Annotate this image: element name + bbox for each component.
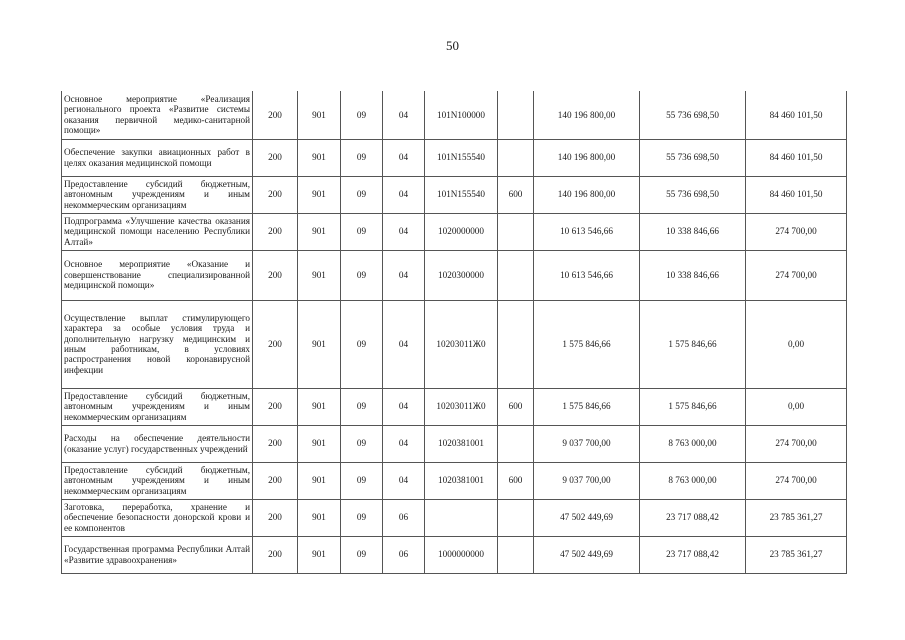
row-name-cell: Предоставление субсидий бюджетным, автономным учреждениям и иным некоммерческим организациям <box>62 176 253 213</box>
section-code-cell: 09 <box>341 91 383 139</box>
ministry-code-cell: 901 <box>298 300 341 388</box>
section-code-cell: 09 <box>341 250 383 300</box>
section-code-cell: 09 <box>341 462 383 499</box>
target-article-cell <box>425 499 498 536</box>
row-name-cell: Осуществление выплат стимулирующего характера за особые условия труда и дополнительную нагрузку медицинским и иным работникам, в условиях распространения новой коронавирусной инфекции <box>62 300 253 388</box>
row-name-cell: Основное мероприятие «Оказание и совершенствование специализированной медицинской помощи» <box>62 250 253 300</box>
amount-regional-cell: 84 460 101,50 <box>746 91 847 139</box>
amount-regional-cell: 274 700,00 <box>746 213 847 250</box>
expense-type-cell <box>498 425 534 462</box>
subsection-code-cell: 06 <box>383 536 425 573</box>
subsection-code-cell: 04 <box>383 250 425 300</box>
subsection-code-cell: 04 <box>383 176 425 213</box>
amount-federal-cell: 23 717 088,42 <box>640 499 746 536</box>
ministry-code-cell: 901 <box>298 213 341 250</box>
row-name-cell: Заготовка, переработка, хранение и обеспечение безопасности донорской крови и ее компонентов <box>62 499 253 536</box>
admin-code-cell: 200 <box>253 536 298 573</box>
expense-type-cell: 600 <box>498 176 534 213</box>
amount-federal-cell: 10 338 846,66 <box>640 250 746 300</box>
amount-federal-cell: 8 763 000,00 <box>640 425 746 462</box>
admin-code-cell: 200 <box>253 91 298 139</box>
section-code-cell: 09 <box>341 388 383 425</box>
amount-federal-cell: 55 736 698,50 <box>640 176 746 213</box>
section-code-cell: 09 <box>341 425 383 462</box>
table-body <box>62 91 847 573</box>
target-article-cell: 1000000000 <box>425 536 498 573</box>
row-name-cell: Подпрограмма «Улучшение качества оказания медицинской помощи населению Республики Алтай» <box>62 213 253 250</box>
amount-regional-cell: 23 785 361,27 <box>746 499 847 536</box>
amount-total-cell: 1 575 846,66 <box>534 300 640 388</box>
table-row <box>62 250 847 300</box>
expense-type-cell <box>498 250 534 300</box>
row-name-cell: Основное мероприятие «Реализация регионального проекта «Развитие системы оказания первичной медико-санитарной помощи» <box>62 91 253 139</box>
section-code-cell: 09 <box>341 300 383 388</box>
amount-regional-cell: 274 700,00 <box>746 250 847 300</box>
ministry-code-cell: 901 <box>298 425 341 462</box>
amount-total-cell: 9 037 700,00 <box>534 462 640 499</box>
subsection-code-cell: 04 <box>383 300 425 388</box>
admin-code-cell: 200 <box>253 300 298 388</box>
admin-code-cell: 200 <box>253 462 298 499</box>
table-row <box>62 300 847 388</box>
amount-total-cell: 140 196 800,00 <box>534 91 640 139</box>
amount-federal-cell: 1 575 846,66 <box>640 388 746 425</box>
table-row <box>62 425 847 462</box>
expense-type-cell: 600 <box>498 388 534 425</box>
row-name-cell: Предоставление субсидий бюджетным, автономным учреждениям и иным некоммерческим организациям <box>62 462 253 499</box>
amount-federal-cell: 55 736 698,50 <box>640 139 746 176</box>
table-row <box>62 176 847 213</box>
table-row <box>62 462 847 499</box>
target-article-cell: 1020381001 <box>425 425 498 462</box>
admin-code-cell: 200 <box>253 250 298 300</box>
table-row <box>62 388 847 425</box>
amount-regional-cell: 84 460 101,50 <box>746 139 847 176</box>
subsection-code-cell: 04 <box>383 462 425 499</box>
amount-regional-cell: 0,00 <box>746 388 847 425</box>
expense-type-cell <box>498 536 534 573</box>
amount-total-cell: 10 613 546,66 <box>534 213 640 250</box>
admin-code-cell: 200 <box>253 139 298 176</box>
page-number: 50 <box>446 38 459 53</box>
ministry-code-cell: 901 <box>298 462 341 499</box>
table-row <box>62 91 847 139</box>
target-article-cell: 10203011Ж0 <box>425 388 498 425</box>
ministry-code-cell: 901 <box>298 139 341 176</box>
expense-type-cell: 600 <box>498 462 534 499</box>
amount-total-cell: 1 575 846,66 <box>534 388 640 425</box>
expense-type-cell <box>498 139 534 176</box>
target-article-cell: 101N100000 <box>425 91 498 139</box>
section-code-cell: 09 <box>341 536 383 573</box>
expense-type-cell <box>498 300 534 388</box>
row-name-cell: Обеспечение закупки авиационных работ в целях оказания медицинской помощи <box>62 139 253 176</box>
table-row <box>62 499 847 536</box>
target-article-cell: 101N155540 <box>425 139 498 176</box>
section-code-cell: 09 <box>341 139 383 176</box>
table-row <box>62 536 847 573</box>
amount-regional-cell: 84 460 101,50 <box>746 176 847 213</box>
admin-code-cell: 200 <box>253 425 298 462</box>
amount-federal-cell: 10 338 846,66 <box>640 213 746 250</box>
amount-regional-cell: 274 700,00 <box>746 462 847 499</box>
section-code-cell: 09 <box>341 213 383 250</box>
target-article-cell: 1020000000 <box>425 213 498 250</box>
amount-federal-cell: 23 717 088,42 <box>640 536 746 573</box>
row-name-cell: Предоставление субсидий бюджетным, автономным учреждениям и иным некоммерческим организациям <box>62 388 253 425</box>
section-code-cell: 09 <box>341 176 383 213</box>
target-article-cell: 101N155540 <box>425 176 498 213</box>
amount-regional-cell: 23 785 361,27 <box>746 536 847 573</box>
table-row <box>62 139 847 176</box>
ministry-code-cell: 901 <box>298 499 341 536</box>
budget-table <box>61 91 847 574</box>
amount-federal-cell: 8 763 000,00 <box>640 462 746 499</box>
amount-total-cell: 140 196 800,00 <box>534 139 640 176</box>
target-article-cell: 1020300000 <box>425 250 498 300</box>
ministry-code-cell: 901 <box>298 250 341 300</box>
amount-federal-cell: 1 575 846,66 <box>640 300 746 388</box>
row-name-cell: Расходы на обеспечение деятельности (оказание услуг) государственных учреждений <box>62 425 253 462</box>
expense-type-cell <box>498 213 534 250</box>
admin-code-cell: 200 <box>253 213 298 250</box>
subsection-code-cell: 04 <box>383 91 425 139</box>
amount-total-cell: 9 037 700,00 <box>534 425 640 462</box>
amount-regional-cell: 274 700,00 <box>746 425 847 462</box>
amount-total-cell: 10 613 546,66 <box>534 250 640 300</box>
subsection-code-cell: 04 <box>383 388 425 425</box>
subsection-code-cell: 04 <box>383 139 425 176</box>
admin-code-cell: 200 <box>253 499 298 536</box>
target-article-cell: 10203011Ж0 <box>425 300 498 388</box>
table-row <box>62 213 847 250</box>
expense-type-cell <box>498 91 534 139</box>
amount-regional-cell: 0,00 <box>746 300 847 388</box>
target-article-cell: 1020381001 <box>425 462 498 499</box>
subsection-code-cell: 06 <box>383 499 425 536</box>
subsection-code-cell: 04 <box>383 213 425 250</box>
amount-total-cell: 47 502 449,69 <box>534 536 640 573</box>
ministry-code-cell: 901 <box>298 176 341 213</box>
admin-code-cell: 200 <box>253 388 298 425</box>
expense-type-cell <box>498 499 534 536</box>
subsection-code-cell: 04 <box>383 425 425 462</box>
ministry-code-cell: 901 <box>298 388 341 425</box>
section-code-cell: 09 <box>341 499 383 536</box>
ministry-code-cell: 901 <box>298 536 341 573</box>
row-name-cell: Государственная программа Республики Алтай «Развитие здравоохранения» <box>62 536 253 573</box>
admin-code-cell: 200 <box>253 176 298 213</box>
amount-federal-cell: 55 736 698,50 <box>640 91 746 139</box>
amount-total-cell: 47 502 449,69 <box>534 499 640 536</box>
amount-total-cell: 140 196 800,00 <box>534 176 640 213</box>
ministry-code-cell: 901 <box>298 91 341 139</box>
